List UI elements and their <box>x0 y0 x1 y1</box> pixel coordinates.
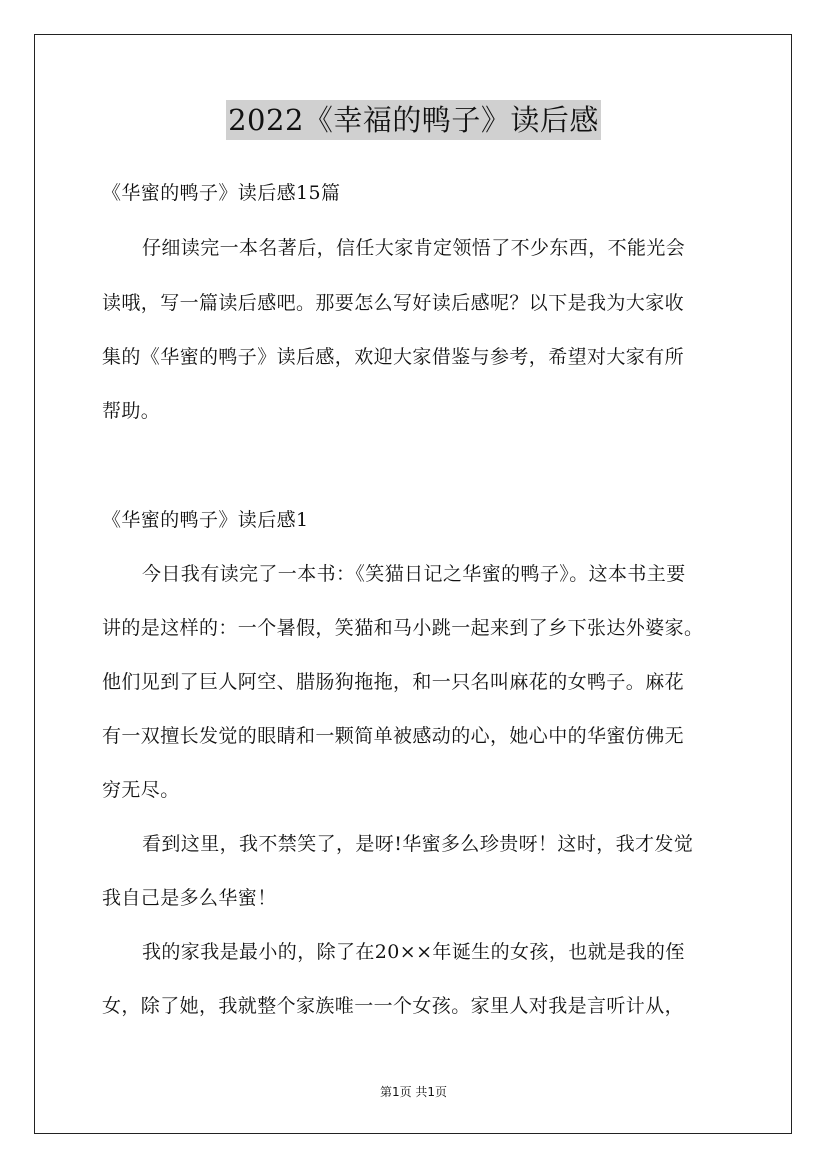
intro-paragraph-line: 集的《华蜜的鸭子》读后感，欢迎大家借鉴与参考，希望对大家有所 <box>102 346 685 368</box>
intro-paragraph-line: 帮助。 <box>102 400 161 422</box>
body-paragraph-line: 今日我有读完了一本书：《笑猫日记之华蜜的鸭子》。这本书主要 <box>142 563 686 585</box>
section-heading: 《华蜜的鸭子》读后感1 <box>102 509 309 531</box>
document-title: 2022《幸福的鸭子》读后感 <box>226 100 601 140</box>
body-paragraph-line: 有一双擅长发觉的眼睛和一颗简单被感动的心，她心中的华蜜仿佛无 <box>102 725 685 747</box>
body-paragraph-line: 他们见到了巨人阿空、腊肠狗拖拖，和一只名叫麻花的女鸭子。麻花 <box>102 671 685 693</box>
subtitle-heading: 《华蜜的鸭子》读后感15篇 <box>102 182 341 204</box>
body-paragraph-line: 看到这里，我不禁笑了，是呀!华蜜多么珍贵呀！这时，我才发觉 <box>142 833 694 855</box>
body-paragraph-line: 讲的是这样的：一个暑假，笑猫和马小跳一起来到了乡下张达外婆家。 <box>102 617 704 639</box>
body-paragraph-line: 穷无尽。 <box>102 779 180 801</box>
page-number-footer: 第1页 共1页 <box>379 1085 448 1099</box>
body-paragraph-line: 女，除了她，我就整个家族唯一一个女孩。家里人对我是言听计从， <box>102 995 685 1017</box>
title-container <box>0 100 827 140</box>
body-paragraph-line: 我自己是多么华蜜！ <box>102 887 277 909</box>
body-paragraph-line: 我的家我是最小的，除了在20××年诞生的女孩，也就是我的侄 <box>142 941 685 963</box>
intro-paragraph-line: 仔细读完一本名著后，信任大家肯定领悟了不少东西，不能光会 <box>142 237 686 259</box>
intro-paragraph-line: 读哦，写一篇读后感吧。那要怎么写好读后感呢？以下是我为大家收 <box>102 292 685 314</box>
